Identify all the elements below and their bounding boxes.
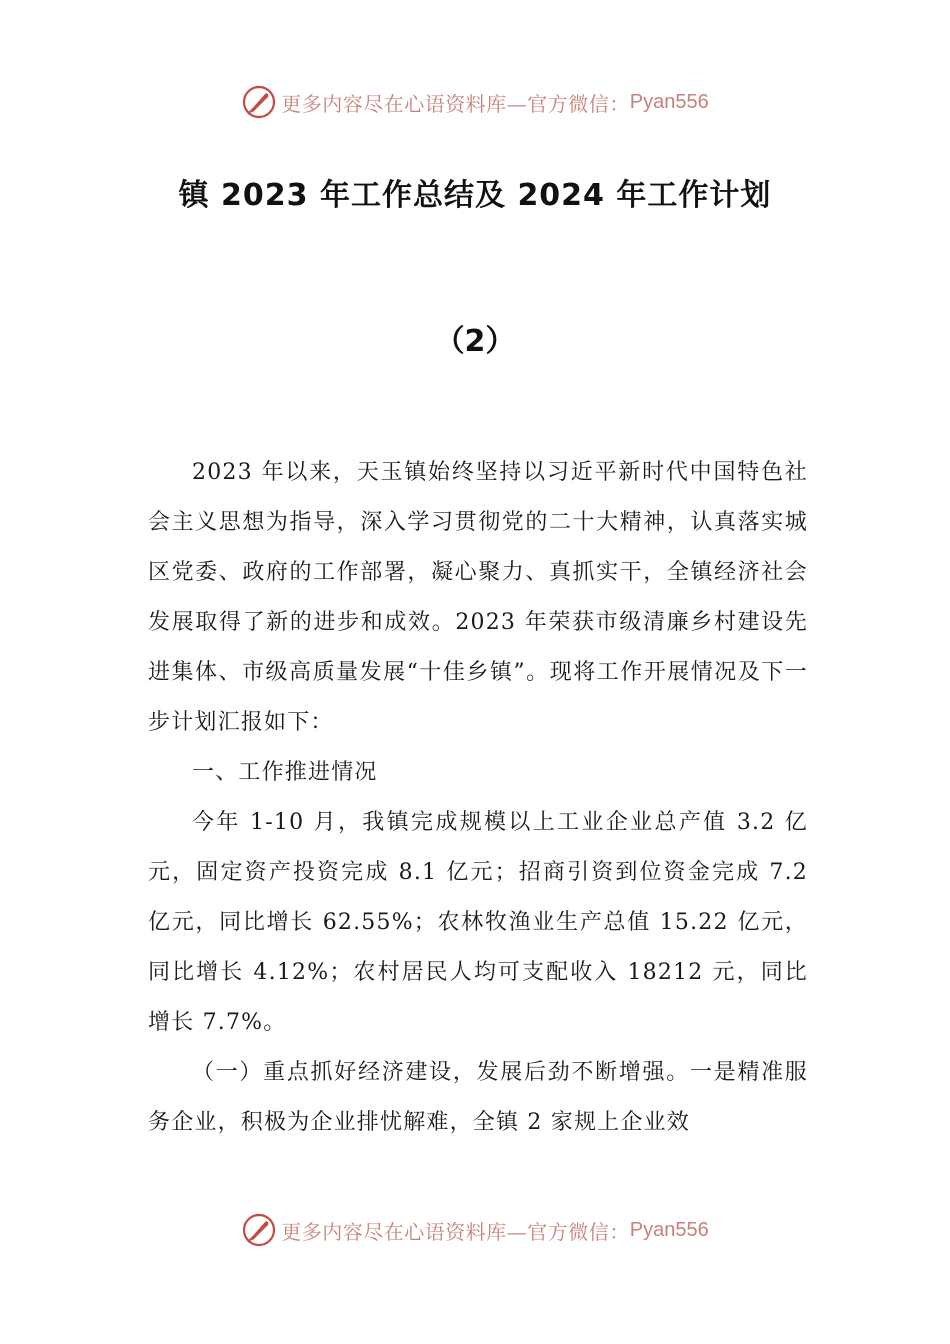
banner-text: 更多内容尽在心语资料库—官方微信： <box>281 91 630 116</box>
quill-logo-icon <box>241 84 277 120</box>
header-banner <box>0 80 950 124</box>
section-heading: 一、工作推进情况 <box>192 760 378 785</box>
banner-wechat-handle: Pyan556 <box>629 90 709 113</box>
banner-text: 更多内容尽在心语资料库—官方微信： <box>281 1219 630 1244</box>
banner-wechat-handle: Pyan556 <box>629 1218 709 1241</box>
paragraph-economy: （一）重点抓好经济建设，发展后劲不断增强。一是精准服务企业，积极为企业排忧解难，全镇 2 家规上企业效 <box>148 1060 808 1135</box>
document-title: 镇 2023 年工作总结及 2024 年工作计划 <box>178 178 772 213</box>
quill-logo-icon <box>241 1212 277 1248</box>
document-body <box>148 448 808 1148</box>
footer-banner <box>0 1208 950 1252</box>
paragraph-intro: 2023 年以来，天玉镇始终坚持以习近平新时代中国特色社会主义思想为指导，深入学习贯彻党的二十大精神，认真落实城区党委、政府的工作部署，凝心聚力、真抓实干，全镇经济社会发展取得了新的进步和成效。2023 年荣获市级清廉乡村建设先进集体、市级高质量发展“十佳乡镇”。现将工作开展情况及下一步计划汇报如下： <box>148 460 808 735</box>
document-subtitle: （2） <box>434 324 516 359</box>
paragraph-stats: 今年 1-10 月，我镇完成规模以上工业企业总产值 3.2 亿元，固定资产投资完成 8.1 亿元；招商引资到位资金完成 7.2 亿元，同比增长 62.55%；农林牧渔业生产总值 15.22 亿元，同比增长 4.12%；农村居民人均可支配收入 18212 元，同比增长 7.7%。 <box>148 810 808 1035</box>
